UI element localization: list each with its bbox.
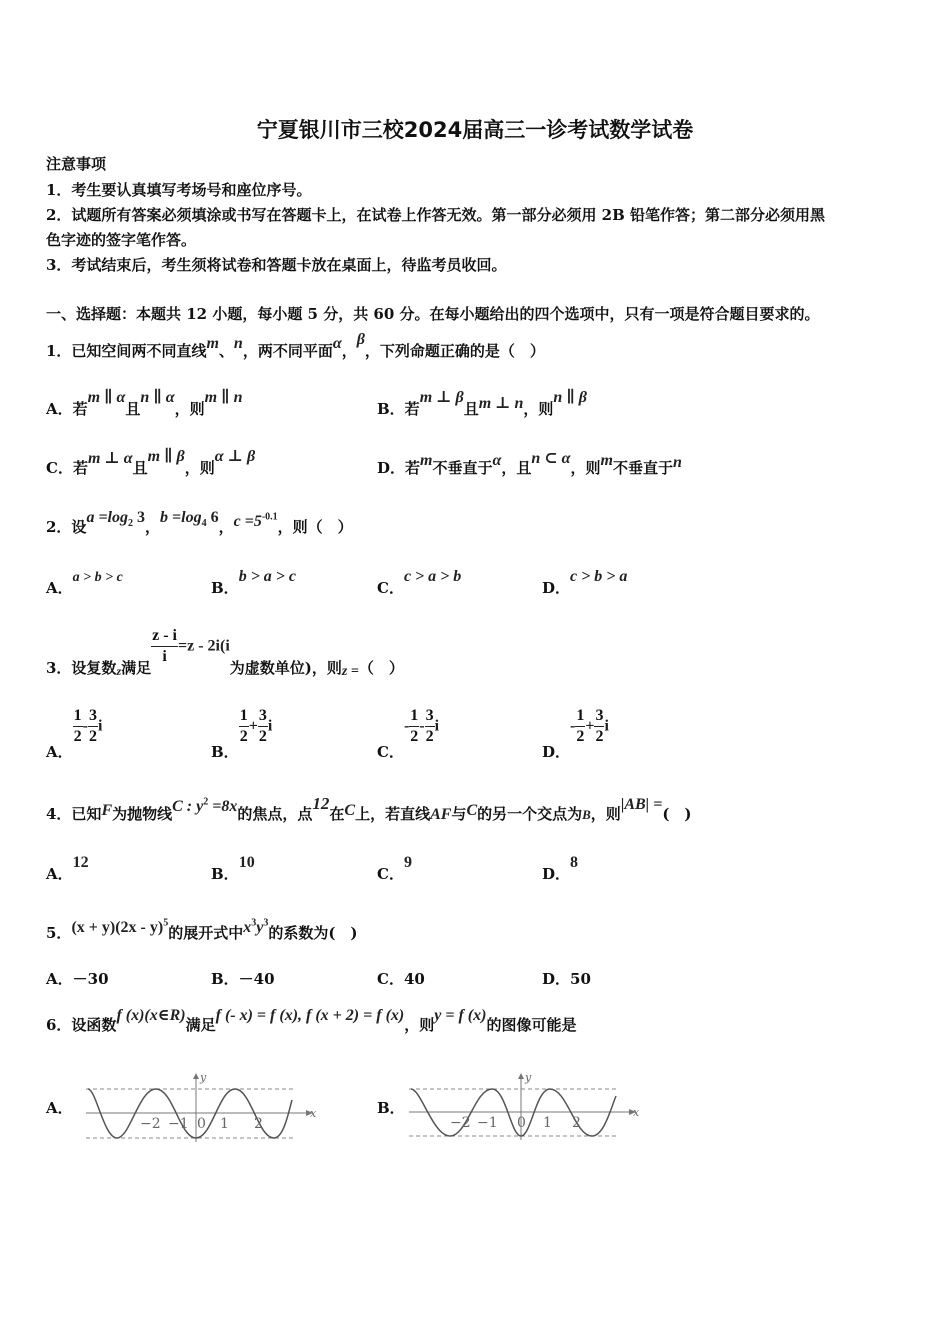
q6-option-a[interactable]: A． xyxy=(46,1099,73,1117)
y-axis-arrow xyxy=(193,1073,199,1079)
q3-option-d[interactable]: D．- $\frac{1}{2}$ + $\frac{3}{2}$ i xyxy=(542,707,609,761)
q3-fraction: $\frac{z - i}{i}$ xyxy=(152,627,177,665)
q6-graph-b xyxy=(405,1070,645,1145)
notice-item-3: 3．考试结束后，考生须将试卷和答题卡放在桌面上，待监考员收回。 xyxy=(46,256,507,274)
tick-label: 0 xyxy=(517,1115,526,1131)
q4-option-b[interactable]: B．10 xyxy=(211,854,255,883)
y-axis-label: y xyxy=(525,1071,532,1084)
tick-label: 2 xyxy=(254,1116,263,1132)
q1-option-c[interactable]: C．若m ⊥ α且m ∥ β，则α ⊥ β xyxy=(46,448,256,477)
q1-option-b[interactable]: B．若m ⊥ β且m ⊥ n，则n ∥ β xyxy=(377,389,587,418)
q5-option-d[interactable]: D．50 xyxy=(542,970,591,988)
notice-item-1: 1．考生要认真填写考场号和座位序号。 xyxy=(46,181,312,199)
q6-graph-a xyxy=(84,1070,324,1145)
tick-label: −2 xyxy=(140,1116,161,1132)
q5-option-b[interactable]: B．－40 xyxy=(211,970,275,988)
y-axis-label: y xyxy=(200,1071,207,1084)
tick-label: −1 xyxy=(168,1116,189,1132)
q5-stem: 5．(x + y)(2x - y)$^5$的展开式中$x^3y^3$的系数为( ) xyxy=(46,917,358,942)
q2-option-d[interactable]: D．c > b > a xyxy=(542,568,628,597)
tick-label: 1 xyxy=(543,1115,552,1131)
page-title: 宁夏银川市三校2024届高三一诊考试数学试卷 xyxy=(256,118,694,142)
q3-stem: 3．设复数$_z$满足 $\frac{z - i}{i}$ =z - 2i(i为虚数单位)，则z =（ ） xyxy=(46,627,404,679)
notice-item-2a: 2．试题所有答案必须填涂或书写在答题卡上，在试卷上作答无效。第一部分必须用 2B 铅笔作答；第二部分必须用黑 xyxy=(46,206,826,224)
section-heading: 一、选择题：本题共 12 小题，每小题 5 分，共 60 分。在每小题给出的四个选项中，只有一项是符合题目要求的。 xyxy=(46,305,820,323)
q4-option-a[interactable]: A．12 xyxy=(46,854,89,883)
q5-option-c[interactable]: C．40 xyxy=(377,970,425,988)
tick-label: −2 xyxy=(450,1115,471,1131)
q6-option-b[interactable]: B． xyxy=(377,1099,405,1117)
q4-stem: 4．已知F为抛物线C : $y^2 =8x$的焦点，点12在C上，若直线AF与C的另一个交点为B，则|AB| =( ) xyxy=(46,794,692,823)
q4-option-d[interactable]: D．8 xyxy=(542,854,579,883)
q1-option-a[interactable]: A．若m ∥ α且n ∥ α，则m ∥ n xyxy=(46,389,243,418)
tick-label: 1 xyxy=(220,1116,229,1132)
tick-label: −1 xyxy=(477,1115,498,1131)
notice-item-2b: 色字迹的签字笔作答。 xyxy=(46,231,197,249)
q3-option-b[interactable]: B． $\frac{1}{2}$ + $\frac{3}{2}$ i xyxy=(211,707,273,761)
q1-option-d[interactable]: D．若m不垂直于α，且n ⊂ α，则m不垂直于n xyxy=(377,450,682,477)
y-axis-arrow xyxy=(518,1073,524,1079)
tick-label: 0 xyxy=(197,1116,206,1132)
tick-label: 2 xyxy=(572,1115,581,1131)
q6-stem: 6．设函数f (x)(x∈R)满足f (- x) = f (x), f (x + 2) = f (x)，则y = f (x)的图像可能是 xyxy=(46,1007,577,1034)
x-axis-label: x xyxy=(310,1107,317,1120)
q2-stem: 2．设$a =\log_2$ 3，$b =\log_4$ 6，$c =5^{-0.1}$，则（ ） xyxy=(46,509,353,536)
x-axis-label: x xyxy=(633,1106,640,1119)
q2-option-b[interactable]: B．b > a > c xyxy=(211,568,297,597)
q5-option-a[interactable]: A．－30 xyxy=(46,970,109,988)
q2-option-c[interactable]: C．c > a > b xyxy=(377,568,462,597)
q3-option-a[interactable]: A． $\frac{1}{2}$ - $\frac{3}{2}$ i xyxy=(46,707,103,761)
q2-option-a[interactable]: A．a > b > c xyxy=(46,570,123,597)
q1-stem: 1．已知空间两不同直线m、n，两不同平面α，β，下列命题正确的是（ ） xyxy=(46,331,545,360)
q4-option-c[interactable]: C．9 xyxy=(377,854,412,883)
notice-heading: 注意事项 xyxy=(46,155,107,173)
q3-option-c[interactable]: C．- $\frac{1}{2}$ - $\frac{3}{2}$ i xyxy=(377,707,440,761)
